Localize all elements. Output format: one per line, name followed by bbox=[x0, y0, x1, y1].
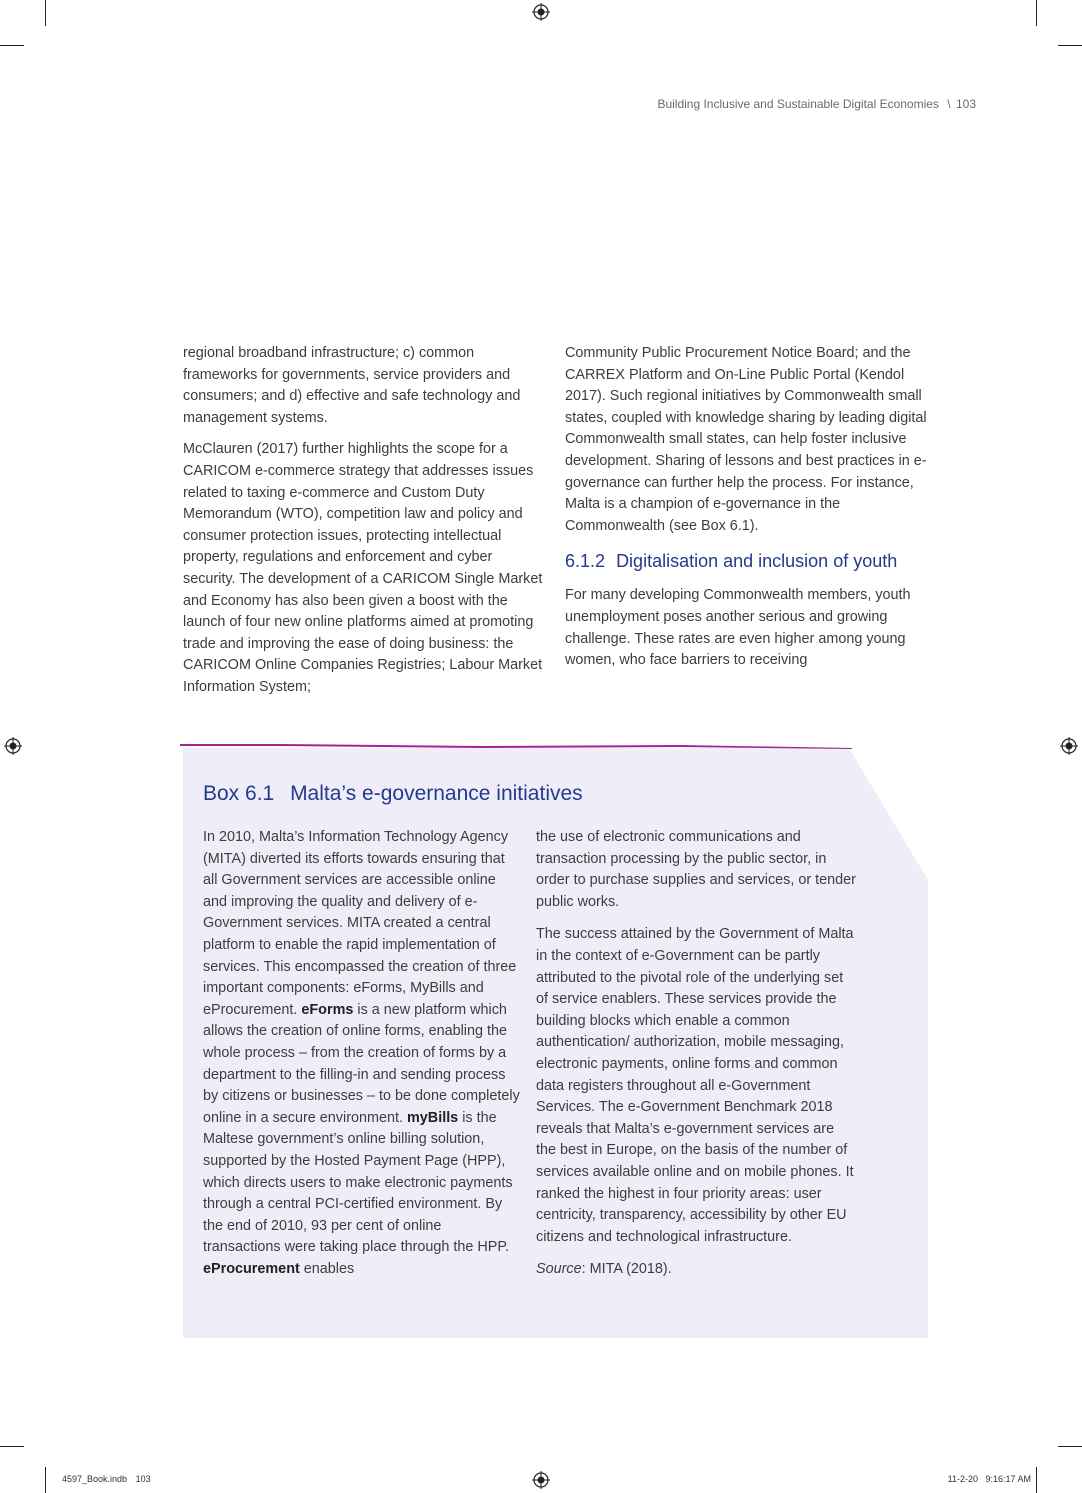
section-title: Digitalisation and inclusion of youth bbox=[616, 551, 898, 572]
crop-mark bbox=[1036, 1467, 1037, 1493]
crop-mark bbox=[1058, 1446, 1082, 1447]
registration-mark-icon bbox=[1060, 737, 1078, 755]
box-number: Box 6.1 bbox=[203, 782, 275, 805]
paragraph: For many developing Commonwealth members, youth unemployment poses another serious and growing challenge. These rates are even higher among young women, who face barriers to receiving bbox=[565, 587, 911, 669]
footer-page: 103 bbox=[135, 1474, 151, 1484]
crop-mark bbox=[1058, 45, 1082, 46]
text-run: enables bbox=[299, 1260, 355, 1277]
term-eprocurement: eProcurement bbox=[203, 1260, 300, 1277]
footer-filename: 4597_Book.indb bbox=[62, 1474, 128, 1484]
paragraph bbox=[203, 827, 521, 1280]
section-heading bbox=[565, 549, 930, 573]
box-right-column bbox=[536, 827, 856, 1292]
left-column bbox=[183, 343, 545, 709]
paragraph: McClauren (2017) further highlights the scope for a CARICOM e-commerce strategy that addresses issues related to taxing e-commerce and Custom Duty Memorandum (WTO), competition law and policy and consumer protection issues, protecting intellectual property, regulations and enforcement and cyber security. The development of a CARICOM Single Market and Economy has also been given a boost with the launch of four new online platforms aimed at promoting trade and improving the ease of doing business: the CARICOM Online Companies Registries; Labour Market Information System; bbox=[183, 441, 543, 695]
section-number: 6.1.2 bbox=[565, 551, 606, 572]
term-eforms: eForms bbox=[301, 1001, 354, 1018]
paragraph: The success attained by the Government of Malta in the context of e-Government can be partly attributed to the pivotal role of the underlying set of service enablers. These services provide the building blocks which enable a common authentication/ authorization, mobile messaging, electronic payments, online forms and common data registers throughout all e-Government Services. The e-Government Benchmark 2018 reveals that Malta’s e-government services are the best in Europe, on the basis of the number of services available online and on mobile phones. It ranked the highest in four priority areas: user centricity, transparency, accessibility by other EU citizens and technological infrastructure. bbox=[536, 926, 854, 1245]
crop-mark bbox=[1036, 0, 1037, 26]
registration-mark-icon bbox=[4, 737, 22, 755]
box-heading: Malta’s e-governance initiatives bbox=[290, 782, 583, 805]
running-head-title: Building Inclusive and Sustainable Digital Economies bbox=[657, 97, 939, 111]
term-mybills: myBills bbox=[407, 1109, 459, 1126]
running-head bbox=[560, 97, 976, 111]
registration-mark-icon bbox=[532, 1471, 550, 1489]
source-label: Source bbox=[536, 1261, 582, 1278]
box-top-rule bbox=[180, 741, 852, 751]
crop-mark bbox=[45, 0, 46, 26]
running-head-separator: \ bbox=[947, 97, 951, 111]
paragraph: the use of electronic communications and transaction processing by the public sector, in order to purchase supplies and services, or tender public works. bbox=[536, 829, 856, 910]
paragraph: Community Public Procurement Notice Board; and the CARREX Platform and On-Line Public Portal (Kendol 2017). Such regional initiatives by Commonwealth small states, coupled with knowledge sharing by leading digital Commonwealth small states, can help foster inclusive development. Sharing of lessons and best practices in e-governance can further help the process. For instance, Malta is a champion of e-governance in the Commonwealth (see Box 6.1). bbox=[565, 345, 927, 534]
text-run: is a new platform which allows the creation of online forms, enabling the whole process – from the creation of forms by a department to the filling-in and sending process by citizens or businesses – to be done completely online in a secure environment. bbox=[203, 1001, 520, 1126]
right-column bbox=[565, 343, 930, 682]
box-title bbox=[203, 782, 583, 806]
text-run: In 2010, Malta’s Information Technology Agency (MITA) diverted its efforts towards ensuring that all Government services are accessible online and improving the quality and delivery of e-Government services. MITA created a central platform to enable the rapid implementation of services. This encompassed the creation of three important components: eForms, MyBills and eProcurement. bbox=[203, 829, 517, 1018]
crop-mark bbox=[45, 1467, 46, 1493]
source-text: : MITA (2018). bbox=[581, 1261, 672, 1278]
crop-mark bbox=[0, 1446, 24, 1447]
registration-mark-icon bbox=[532, 3, 550, 21]
source-note bbox=[536, 1259, 856, 1281]
crop-mark bbox=[0, 45, 24, 46]
footer-file bbox=[62, 1474, 151, 1484]
paragraph: regional broadband infrastructure; c) common frameworks for governments, service providers and consumers; and d) effective and safe technology and management systems. bbox=[183, 345, 521, 426]
running-head-page: 103 bbox=[955, 97, 976, 111]
box-left-column bbox=[203, 827, 521, 1291]
text-run: is the Maltese government’s online billing solution, supported by the Hosted Payment Page (HPP), which directs users to make electronic payments through a central PCI-certified environment. By the end of 2010, 93 per cent of online transactions were taking place through the HPP. bbox=[203, 1109, 513, 1256]
footer-datetime: 11-2-20 9:16:17 AM bbox=[947, 1474, 1031, 1484]
